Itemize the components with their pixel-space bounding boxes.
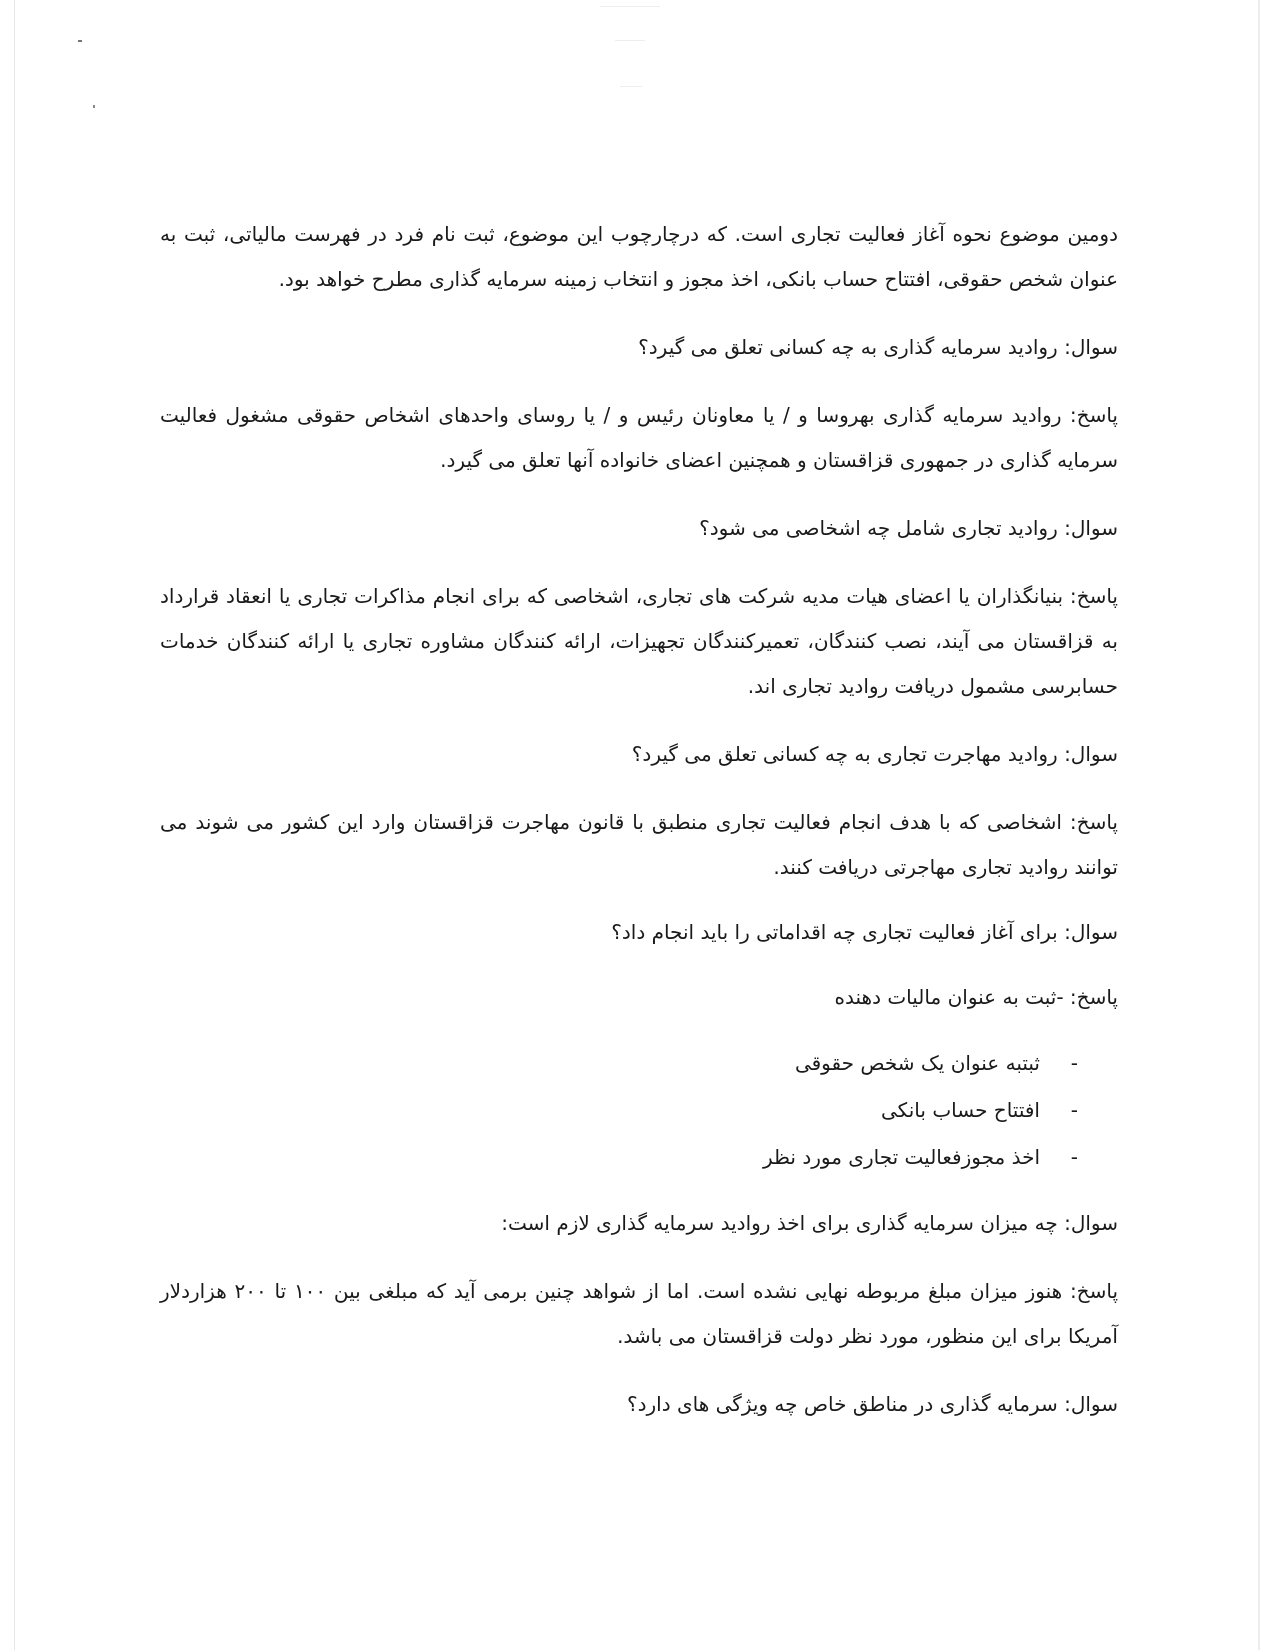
list-item [160, 1134, 1078, 1181]
question-1: سوال: روادید سرمایه گذاری به چه کسانی تعلق می گیرد؟ [638, 335, 1118, 359]
bullet-dash: - [1070, 1145, 1078, 1169]
list-item-text: ثبتبه عنوان یک شخص حقوقی [794, 1051, 1040, 1075]
bullet-dash: - [1070, 1051, 1078, 1075]
list-item-text: اخذ مجوزفعالیت تجاری مورد نظر [762, 1145, 1040, 1169]
scan-edge [1258, 0, 1260, 1650]
answer-4: پاسخ: -ثبت به عنوان مالیات دهنده [834, 985, 1118, 1009]
question-3: سوال: روادید مهاجرت تجاری به چه کسانی تعلق می گیرد؟ [631, 742, 1118, 766]
answer-1: پاسخ: روادید سرمایه گذاری بهروسا و / یا معاونان رئیس و / یا روسای واحدهای اشخاص حقوقی مشغول فعالیت سرمایه گذاری در جمهوری قزاقستان و همچنین اعضای خانواده آنها تعلق می گیرد. [160, 403, 1118, 472]
answer-5: پاسخ: هنوز میزان مبلغ مربوطه نهایی نشده است. اما از شواهد چنین برمی آید که مبلغی بین ۱۰۰ تا ۲۰۰ هزاردلار آمریکا برای این منظور، مورد نظر دولت قزاقستان می باشد. [160, 1279, 1119, 1348]
scan-speck [78, 40, 82, 42]
faded-header-marks [560, 0, 690, 95]
question-5: سوال: چه میزان سرمایه گذاری برای اخذ روادید سرمایه گذاری لازم است: [501, 1211, 1118, 1235]
list-item [160, 1040, 1078, 1087]
question-2: سوال: روادید تجاری شامل چه اشخاصی می شود؟ [699, 516, 1118, 540]
list-item [160, 1087, 1078, 1134]
bullet-dash: - [1070, 1098, 1078, 1122]
steps-list [160, 1040, 1118, 1181]
list-item-text: افتتاح حساب بانکی [881, 1098, 1040, 1122]
scan-speck [93, 105, 95, 108]
intro-paragraph: دومین موضوع نحوه آغاز فعالیت تجاری است. که درچارچوب این موضوع، ثبت نام فرد در فهرست مالیاتی، ثبت به عنوان شخص حقوقی، افتتاح حساب بانکی، اخذ مجوز و انتخاب زمینه سرمایه گذاری مطرح خواهد بود. [160, 222, 1118, 291]
document-body [160, 212, 1118, 1427]
answer-3: پاسخ: اشخاصی که با هدف انجام فعالیت تجاری منطبق با قانون مهاجرت قزاقستان وارد این کشور می شوند می توانند روادید تجاری مهاجرتی دریافت کنند. [160, 810, 1118, 879]
scan-edge [14, 0, 15, 1650]
answer-2: پاسخ: بنیانگذاران یا اعضای هیات مدیه شرکت های تجاری، اشخاصی که برای انجام مذاکرات تجاری یا انعقاد قرارداد به قزاقستان می آیند، نصب کنندگان، تعمیرکنندگان تجهیزات، ارائه کنندگان مشاوره تجاری یا ارائه کنندگان خدمات حسابرسی مشمول دریافت روادید تجاری اند. [160, 584, 1118, 698]
question-4: سوال: برای آغاز فعالیت تجاری چه اقداماتی را باید انجام داد؟ [611, 920, 1118, 944]
question-6: سوال: سرمایه گذاری در مناطق خاص چه ویژگی های دارد؟ [626, 1392, 1118, 1416]
